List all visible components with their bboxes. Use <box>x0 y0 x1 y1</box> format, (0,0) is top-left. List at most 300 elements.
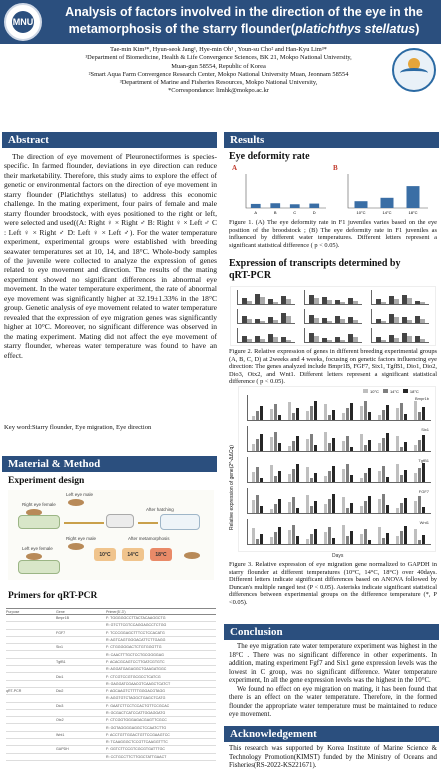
fig1a-chart <box>236 170 328 216</box>
fig3-legend-label: 10°C <box>370 389 379 394</box>
fig3-bar <box>270 509 273 513</box>
keywords: Key word:Starry flounder, Eye migration, Eye direction <box>4 424 152 431</box>
fig3-panel-label: Wnt1 <box>419 520 429 525</box>
fig3-legend-swatch <box>383 389 388 393</box>
fig3-bar <box>382 466 385 482</box>
fig3-plot-panel <box>247 395 431 421</box>
fig3-bar <box>324 432 327 451</box>
fig3-bar <box>360 434 363 451</box>
fig3-bar <box>382 438 385 451</box>
institute-logo-wave-icon <box>400 68 428 78</box>
primer-row <box>6 622 216 629</box>
fig3-bar <box>252 444 255 451</box>
fig3-bar <box>288 402 291 420</box>
primer-gene-cell <box>56 753 106 760</box>
fish-icon <box>68 499 84 506</box>
incubator-icon <box>106 514 134 528</box>
primer-gene-cell: FGF7 <box>56 629 106 636</box>
primer-purpose-cell <box>6 673 56 680</box>
fig3-bar <box>350 475 353 482</box>
label-after-metamorphosis: After metamorphosis <box>128 536 170 541</box>
fig3-panel-label: FGF7 <box>418 489 429 494</box>
fig2-bar <box>260 297 265 304</box>
chart-tick-label: B <box>273 210 277 215</box>
fig2-bar <box>273 302 278 304</box>
fig3-bar <box>378 471 381 482</box>
fig3-bar <box>314 445 317 451</box>
fig2-mini-plot <box>371 328 429 343</box>
fig3-bar <box>332 538 335 544</box>
primer-purpose-cell <box>6 746 56 753</box>
primer-sequence-cell: F: CTCGGTGGGAGACGAGTTCGCC <box>106 717 216 724</box>
expr-title-1: Expression of transcripts determined by <box>229 258 401 269</box>
author-names: Tae-min Kim¹*, Hyun-seok Jang¹, Hye-min Oh¹ , Youn-su Cho² and Han-Kyu Lim³* <box>110 46 327 53</box>
experiment-design-diagram <box>8 490 214 580</box>
fig3-bar <box>306 539 309 544</box>
fig3-bar <box>386 533 389 544</box>
temp-box-18: 18°C <box>150 548 172 561</box>
title-end: ) <box>415 22 420 36</box>
fig2-bar <box>407 298 412 304</box>
fig3-bar <box>252 528 255 544</box>
primer-gene-cell: GAPDH <box>56 746 106 753</box>
primer-gene-cell: TgfB1 <box>56 658 106 665</box>
ack-body: This research was supported by Korea Institute of Marine Science & Technology Promotion(KIMST) funded by the Ministry of Oceans and Fisheries(RS-2022-KS221671). <box>229 745 437 769</box>
primer-purpose-cell <box>6 629 56 636</box>
fig3-bar <box>328 415 331 420</box>
primer-purpose-cell <box>6 680 56 687</box>
fig2-bar <box>340 340 345 342</box>
fig3-bar <box>328 499 331 513</box>
fig3-bar <box>382 538 385 544</box>
fig3-bar <box>414 529 417 544</box>
primer-row <box>6 717 216 724</box>
primer-purpose-cell <box>6 651 56 658</box>
fig3-bar <box>270 465 273 482</box>
fig3-bar <box>346 464 349 482</box>
fig3-bar <box>252 472 255 482</box>
primer-gene-cell: Six1 <box>56 644 106 651</box>
fig3-bar <box>386 505 389 513</box>
fig2-caption: Figure 2. Relative expression of genes in different breeding experimental groups (A, B, C, D) at 2weeks and 4 weeks, focusing on genetic factors influencing eye direction: The genes analyzed include Bmpr1B, FGF7, Six1, TgfB1, Dio1, Dio2, Dio3, Otx2, and Wnt1. Different letters represent a significant statistical difference ( p < 0.05). <box>229 348 437 386</box>
section-header-material: Material & Method <box>2 456 217 472</box>
fig3-bar <box>292 525 295 544</box>
conclusion-body <box>229 643 437 720</box>
fig3-bar <box>404 442 407 451</box>
primer-gene-cell <box>56 709 106 716</box>
fig3-bar <box>400 475 403 482</box>
primer-purpose-cell <box>6 709 56 716</box>
fig3-bar <box>256 539 259 544</box>
title-line-1: Analysis of factors involved in the direction of the eye in the <box>65 5 423 19</box>
primer-row <box>6 709 216 716</box>
fig1-caption: Figure 1. (A) The eye deformity rate in F1 juveniles varies based on the eye position of the broodstock ; (B) The eye deformity rate in F1 juveniles as influenced by different water temperatures. Different letters represent a significant statistical difference ( p < 0.05). <box>229 219 437 249</box>
fig3-bar <box>414 445 417 451</box>
fig3-bar <box>350 531 353 544</box>
primer-gene-cell: Dio3 <box>56 702 106 709</box>
fig3-bar <box>396 436 399 451</box>
primer-gene-cell <box>56 680 106 687</box>
fig2-bar <box>353 337 358 342</box>
fig2-mini-plot <box>304 290 362 305</box>
fig3-bar <box>306 495 309 513</box>
primer-header-primer: Primer(5'-3') <box>106 609 216 615</box>
chart-bar <box>251 204 261 208</box>
fig3-bar <box>324 532 327 544</box>
fig2-bar <box>247 319 252 323</box>
title-line-2: metamorphosis of the starry flounder( <box>68 22 296 36</box>
primer-table <box>6 608 216 761</box>
primer-row <box>6 615 216 622</box>
fig3-plot-panel <box>247 488 431 514</box>
fig3-bar <box>386 433 389 451</box>
fig2-bar <box>340 302 345 304</box>
fig3-bar <box>368 540 371 544</box>
fig2-bar <box>286 340 291 342</box>
primer-gene-cell: Otx2 <box>56 717 106 724</box>
fig3-legend-swatch <box>363 389 368 393</box>
fig3-bar <box>278 527 281 544</box>
fig3-bar <box>306 439 309 451</box>
primer-row <box>6 731 216 738</box>
primer-gene-cell <box>56 636 106 643</box>
primer-sequence-cell: R: CAACTTTGCTCCTGCGGGGAG <box>106 651 216 658</box>
fig3-bar <box>360 534 363 544</box>
chart-bar <box>270 203 280 208</box>
primer-purpose-cell <box>6 695 56 702</box>
fig2-bar <box>314 298 319 304</box>
fig3-bar <box>260 506 263 513</box>
primer-row <box>6 666 216 673</box>
fig3-bar <box>260 434 263 451</box>
fig2-bar <box>340 319 345 323</box>
fig3-bar <box>324 504 327 513</box>
fig1-panel-b: B <box>333 164 338 172</box>
fig2-bar <box>420 339 425 342</box>
fig3-bar <box>418 468 421 482</box>
eye-deformity-title: Eye deformity rate <box>229 151 310 162</box>
fig2-bar <box>273 337 278 342</box>
institute-logo <box>392 48 436 92</box>
fig3-bar <box>364 501 367 513</box>
primer-row <box>6 739 216 746</box>
fig3-ylabel: Relative expression of gene(2^-ΔΔCq) <box>229 445 235 530</box>
fig3-bar <box>332 438 335 451</box>
fig3-bar <box>368 440 371 451</box>
primer-row <box>6 644 216 651</box>
primer-row <box>6 636 216 643</box>
title-species: platichthys stellatus <box>295 22 416 36</box>
fig3-bar <box>328 443 331 451</box>
fig2-mini-plot <box>304 328 362 343</box>
fig3-bar <box>360 406 363 420</box>
fig2-bar <box>394 338 399 342</box>
primer-purpose-cell <box>6 644 56 651</box>
fig2-bar <box>314 336 319 342</box>
fig3-xlabel: Days <box>332 553 344 559</box>
primer-row <box>6 680 216 687</box>
fig3-bar <box>342 497 345 513</box>
fig3-bar <box>400 447 403 451</box>
affiliation-3: ³Department of Marine and Fisheries Resources, Mokpo National University, <box>119 79 318 87</box>
fig3-bar <box>342 441 345 451</box>
fig3-bar <box>310 478 313 482</box>
fig3-bar <box>314 529 317 544</box>
fig2-bar <box>381 302 386 304</box>
conclusion-p1: The eye migration rate water temperature experiment was highest in the 18°C . There was no significant difference in other experiments. In addition, mating experiment Fgf7 and Six1 gene expression levels was the lowest in C group, was no significant difference. Water temperature experiment, In all the gene expression levels was the highest in the 10°C. <box>229 643 437 684</box>
chart-tick-label: 14°C <box>382 210 392 215</box>
label-right-eye-female: Right eye female <box>22 502 56 507</box>
fig3-bar <box>342 525 345 544</box>
primer-row <box>6 695 216 702</box>
fig3-bar <box>346 508 349 513</box>
fig3-bar <box>378 443 381 451</box>
label-left-eye-male: Left eye male <box>66 492 94 497</box>
fig2-bar <box>420 302 425 304</box>
fish-icon <box>184 552 200 559</box>
primer-header-gene: Gene <box>56 609 106 615</box>
affiliation-2: ²Smart Aqua Farm Convergence Research Center, Mokpo National University Muan, Jeonnam 58554 <box>88 70 349 78</box>
fig2-bar <box>327 321 332 323</box>
chart-bar <box>290 204 300 208</box>
fig3-panel-label: Six1 <box>421 427 429 432</box>
primer-purpose-cell <box>6 702 56 709</box>
primer-sequence-cell: R: CCTGCCTTCTTGGCTATTGAACT <box>106 753 216 760</box>
fig3-bar <box>342 469 345 482</box>
fig3-bar <box>260 406 263 420</box>
abstract-body <box>4 152 217 360</box>
chart-bar <box>381 198 394 208</box>
fig2-bar <box>407 320 412 323</box>
fig3-bar <box>292 441 295 451</box>
fig3-bar <box>296 408 299 420</box>
fig3-plot-panel <box>247 457 431 483</box>
fig2-bar <box>260 321 265 323</box>
fig2-bar <box>247 339 252 342</box>
primer-gene-cell: Bmpr1B <box>56 615 106 622</box>
fig3-bar <box>274 404 277 420</box>
fig2-bar <box>327 300 332 304</box>
fig3-bar <box>296 436 299 451</box>
primer-sequence-cell: F: AGCAAGTCTTTTGGGACGTAGG <box>106 687 216 694</box>
fig3-bar <box>332 466 335 482</box>
fig3-bar <box>314 501 317 513</box>
primer-gene-cell <box>56 724 106 731</box>
primer-purpose-cell <box>6 753 56 760</box>
poster-title <box>50 4 438 38</box>
fig3-bar <box>364 473 367 482</box>
primer-row <box>6 658 216 665</box>
fig3-bar <box>404 526 407 544</box>
fig3-bar <box>288 446 291 451</box>
section-header-results: Results <box>224 132 439 148</box>
primer-table-body <box>6 615 216 761</box>
fig2-mini-plot <box>237 309 295 324</box>
fig3-bar <box>292 497 295 513</box>
primer-sequence-cell: R: AGTCAGTGGGACATTCTTGAGG <box>106 636 216 643</box>
primer-sequence-cell: F: TCCCGGAGCTTTCCTCCACATG <box>106 629 216 636</box>
fig3-panel-label: TgfB1 <box>418 458 429 463</box>
fig3-bar <box>324 404 327 420</box>
fig3-bar <box>278 471 281 482</box>
primer-gene-cell <box>56 739 106 746</box>
primer-row <box>6 629 216 636</box>
fig3-bar <box>342 413 345 420</box>
primer-sequence-cell: R: GGTAGGGGAGGCTCCAATCTTG <box>106 724 216 731</box>
primer-purpose-cell <box>6 724 56 731</box>
fig3-bar <box>274 476 277 482</box>
fig3-bar <box>292 469 295 482</box>
fig3-bar <box>274 532 277 544</box>
fig3-bar <box>256 439 259 451</box>
section-header-ack: Acknowledgement <box>224 726 439 742</box>
fish-icon <box>68 543 84 550</box>
primer-sequence-cell: R: GTCTTCGTCCAGGAGCCTCTGG <box>106 622 216 629</box>
fig3-bar <box>386 477 389 482</box>
fig3-bar <box>404 414 407 420</box>
fig1-panel-a: A <box>232 164 238 172</box>
fig3-bar <box>288 502 291 513</box>
fig3-bar <box>414 501 417 513</box>
fig3-bar <box>288 530 291 544</box>
conclusion-p2: We found no effect on eye migration on mating, it has been found that there is an effect on the water temperature. Therefore, in the formed flounder the appropriate water temperature must be maintained to reduce eye movement. <box>229 685 437 718</box>
fig3-bar <box>378 499 381 513</box>
fig3-bar <box>296 508 299 513</box>
fish-icon <box>26 553 42 560</box>
fig3-bar <box>404 470 407 482</box>
primer-purpose-cell <box>6 615 56 622</box>
fig3-bar <box>306 467 309 482</box>
fig3-legend <box>359 389 419 394</box>
fig3-bar <box>346 436 349 451</box>
primer-purpose-cell <box>6 666 56 673</box>
fig3-bar <box>256 495 259 513</box>
fig3-bar <box>396 408 399 420</box>
experiment-design-title: Experiment design <box>8 476 85 486</box>
fig2-mini-plot <box>237 328 295 343</box>
fig3-bar <box>324 476 327 482</box>
fig2-bar <box>286 316 291 323</box>
fig3-bar <box>270 437 273 451</box>
primer-sequence-cell: R: AGGTGTCTAGGCTGAGCTCATG <box>106 695 216 702</box>
fig3-bar <box>418 440 421 451</box>
fig3-bar <box>278 499 281 513</box>
section-header-conclusion: Conclusion <box>224 624 439 640</box>
fig2-bar <box>394 317 399 323</box>
primer-sequence-cell: R: TCAAGGGCTCCGTTCAAGGTTTC <box>106 739 216 746</box>
fig3-caption: Figure 3. Relative expression of eye migration gene normalized to GAPDH in starry flounder at different temperatures (10°C, 14°C, 18°C) over 40days. Different letters indicate significant differences based on ANOVA followed by Duncan's multiple ranged test (P < 0.05). Asterisks indicate significant statistical differences between experimental groups on the difference temperature (*, P <0.05). <box>229 561 437 606</box>
fig3-bar <box>310 506 313 513</box>
arrow-icon <box>64 522 104 524</box>
fig3-bar <box>404 498 407 513</box>
chart-bar <box>407 186 420 208</box>
fig3-bar <box>418 540 421 544</box>
fig3-bar <box>252 416 255 420</box>
label-left-eye-female: Left eye female <box>22 546 53 551</box>
fig2-mini-plot <box>237 290 295 305</box>
correspondence: *Correspondance: limhk@mokpo.ac.kr <box>168 87 269 95</box>
fig3-bar <box>364 445 367 451</box>
fig2-bar <box>247 301 252 304</box>
fig3-plot-panel <box>247 519 431 545</box>
fig2-bar <box>353 301 358 304</box>
fig3-bar <box>252 500 255 513</box>
fig3-bar <box>396 536 399 544</box>
fig3-bar <box>400 503 403 513</box>
fig3-bar <box>314 473 317 482</box>
fig3-panel-label: Bmpr1b <box>414 396 429 401</box>
fig3-bar <box>350 403 353 420</box>
fig3-bar <box>328 471 331 482</box>
university-logo-text: MNU <box>12 11 34 33</box>
fig3-plot-panel <box>247 426 431 452</box>
fig3-bar <box>288 474 291 482</box>
primer-row <box>6 702 216 709</box>
fig3-legend-swatch <box>403 389 408 393</box>
affiliation-1b: Muan-gun 58554, Republic of Korea <box>171 62 266 70</box>
fig3-bar <box>422 435 425 451</box>
primer-row <box>6 753 216 760</box>
chart-axis <box>246 174 326 208</box>
primer-gene-cell <box>56 622 106 629</box>
fig3-bar <box>256 467 259 482</box>
primer-header-purpose: Purpose <box>6 609 56 615</box>
fig3-bar <box>314 401 317 420</box>
fig3-bar <box>378 415 381 420</box>
fig3-bar <box>332 494 335 513</box>
university-logo <box>4 3 42 41</box>
fig2-bar <box>420 319 425 323</box>
fig3-bar <box>270 409 273 420</box>
fig3-bar <box>396 464 399 482</box>
primer-sequence-cell: F: GAATCTTCCTCCACTGTTCCGCAC <box>106 702 216 709</box>
chart-tick-label: 10°C <box>356 210 366 215</box>
primer-purpose-cell: qRT-PCR <box>6 687 56 694</box>
fig3-bar <box>422 407 425 420</box>
fig3-bar <box>350 503 353 513</box>
fig3-bar <box>292 413 295 420</box>
fig3-bar <box>422 507 425 513</box>
chart-tick-label: C <box>293 210 297 215</box>
fig3-bar <box>332 410 335 420</box>
primer-purpose-cell <box>6 636 56 643</box>
fig3-bar <box>422 463 425 482</box>
fig3-bar <box>296 464 299 482</box>
fig2-mini-plot <box>371 290 429 305</box>
fig3-bar <box>414 401 417 420</box>
primer-gene-cell <box>56 651 106 658</box>
primer-row <box>6 687 216 694</box>
fig3-bar <box>382 410 385 420</box>
fig3-bar <box>360 478 363 482</box>
primer-sequence-cell: F: ACCTGTTGGACTGTTCCGAAGTCC <box>106 731 216 738</box>
primer-sequence-cell: F: CTCGTCCGTGCGCCTCATCG <box>106 673 216 680</box>
primer-sequence-cell: F: CTGGGGGACTCTGTGGGTTG <box>106 644 216 651</box>
primer-title: Primers for qRT-PCR <box>8 591 98 601</box>
fig2-mini-plot <box>371 309 429 324</box>
tank-icon <box>18 515 60 529</box>
fig3-bar <box>328 527 331 544</box>
fig3-bar <box>278 415 281 420</box>
primer-gene-cell: Wnt1 <box>56 731 106 738</box>
fig3-bar <box>274 432 277 451</box>
fig3-plot-stack <box>238 386 436 552</box>
chart-tick-label: A <box>254 210 258 215</box>
primer-purpose-cell <box>6 731 56 738</box>
fig3-bar <box>368 412 371 420</box>
expr-title <box>229 258 400 282</box>
fig3-bar <box>378 527 381 544</box>
